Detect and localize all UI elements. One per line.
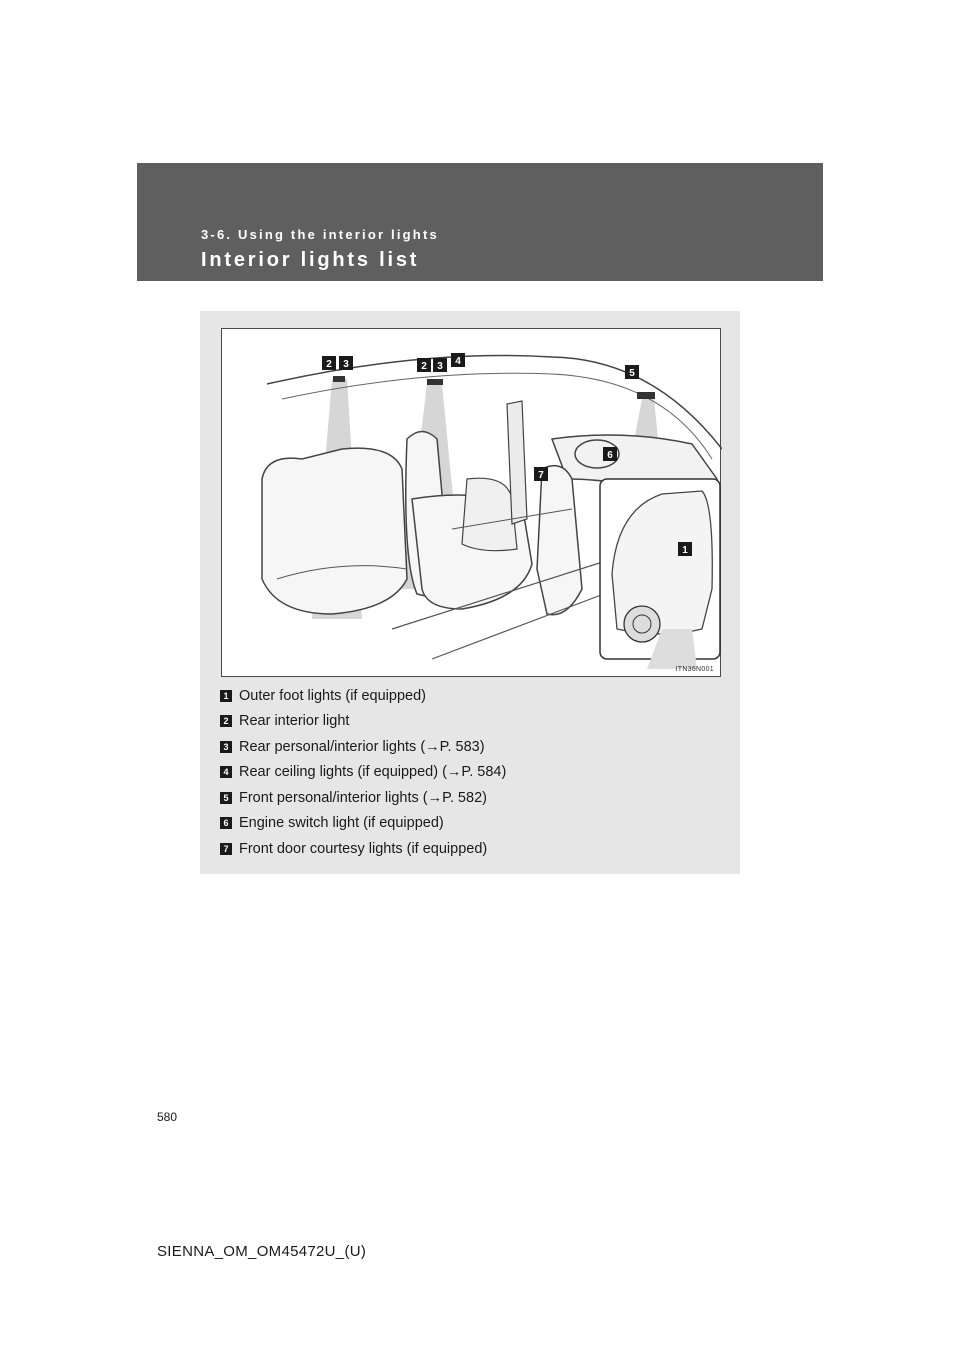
number-badge: 7 <box>220 843 232 855</box>
legend-item <box>220 811 730 837</box>
number-badge: 6 <box>220 817 232 829</box>
number-badge: 3 <box>220 741 232 753</box>
callout-label: 5 <box>629 368 635 379</box>
legend-text: Rear interior light <box>239 713 350 730</box>
legend-item <box>220 785 730 811</box>
callout-label: 4 <box>455 356 461 367</box>
page-number: 580 <box>157 1110 178 1124</box>
legend-text: Rear ceiling lights (if equipped) (→P. 584) <box>239 764 507 781</box>
legend-item <box>220 734 730 760</box>
callout-label: 2 <box>326 359 332 370</box>
second-row-seat-back <box>462 478 517 551</box>
rear-light-fixture <box>333 376 345 382</box>
front-light-fixture <box>637 392 655 399</box>
section-label: 3-6. Using the interior lights <box>201 227 439 242</box>
third-row-seat <box>262 448 407 614</box>
legend-item <box>220 709 730 735</box>
exterior-wheel <box>624 606 660 642</box>
number-badge: 2 <box>220 715 232 727</box>
content-panel <box>200 311 740 874</box>
callout-label: 3 <box>437 361 443 372</box>
legend-text: Engine switch light (if equipped) <box>239 815 444 832</box>
number-badge: 5 <box>220 792 232 804</box>
front-seat <box>537 466 582 615</box>
legend-item <box>220 683 730 709</box>
document-id: SIENNA_OM_OM45472U_(U) <box>157 1243 367 1260</box>
legend-text: Rear personal/interior lights (→P. 583) <box>239 738 485 755</box>
middle-light-fixture <box>427 379 443 385</box>
legend-list <box>220 683 730 862</box>
callout-label: 1 <box>682 545 688 556</box>
legend-text: Outer foot lights (if equipped) <box>239 687 426 704</box>
number-badge: 1 <box>220 690 232 702</box>
callout-label: 7 <box>538 470 544 481</box>
section-header <box>137 163 823 281</box>
figure-code: ITN36N001 <box>675 666 714 673</box>
number-badge: 4 <box>220 766 232 778</box>
callout-label: 2 <box>421 361 427 372</box>
callout-label: 6 <box>607 450 613 461</box>
legend-item <box>220 760 730 786</box>
callout-label: 3 <box>343 359 349 370</box>
page-title: Interior lights list <box>201 249 420 271</box>
legend-item <box>220 836 730 862</box>
legend-text: Front personal/interior lights (→P. 582) <box>239 789 487 806</box>
legend-text: Front door courtesy lights (if equipped) <box>239 840 488 857</box>
interior-lights-figure <box>221 328 721 677</box>
vehicle-interior-illustration <box>222 329 722 678</box>
